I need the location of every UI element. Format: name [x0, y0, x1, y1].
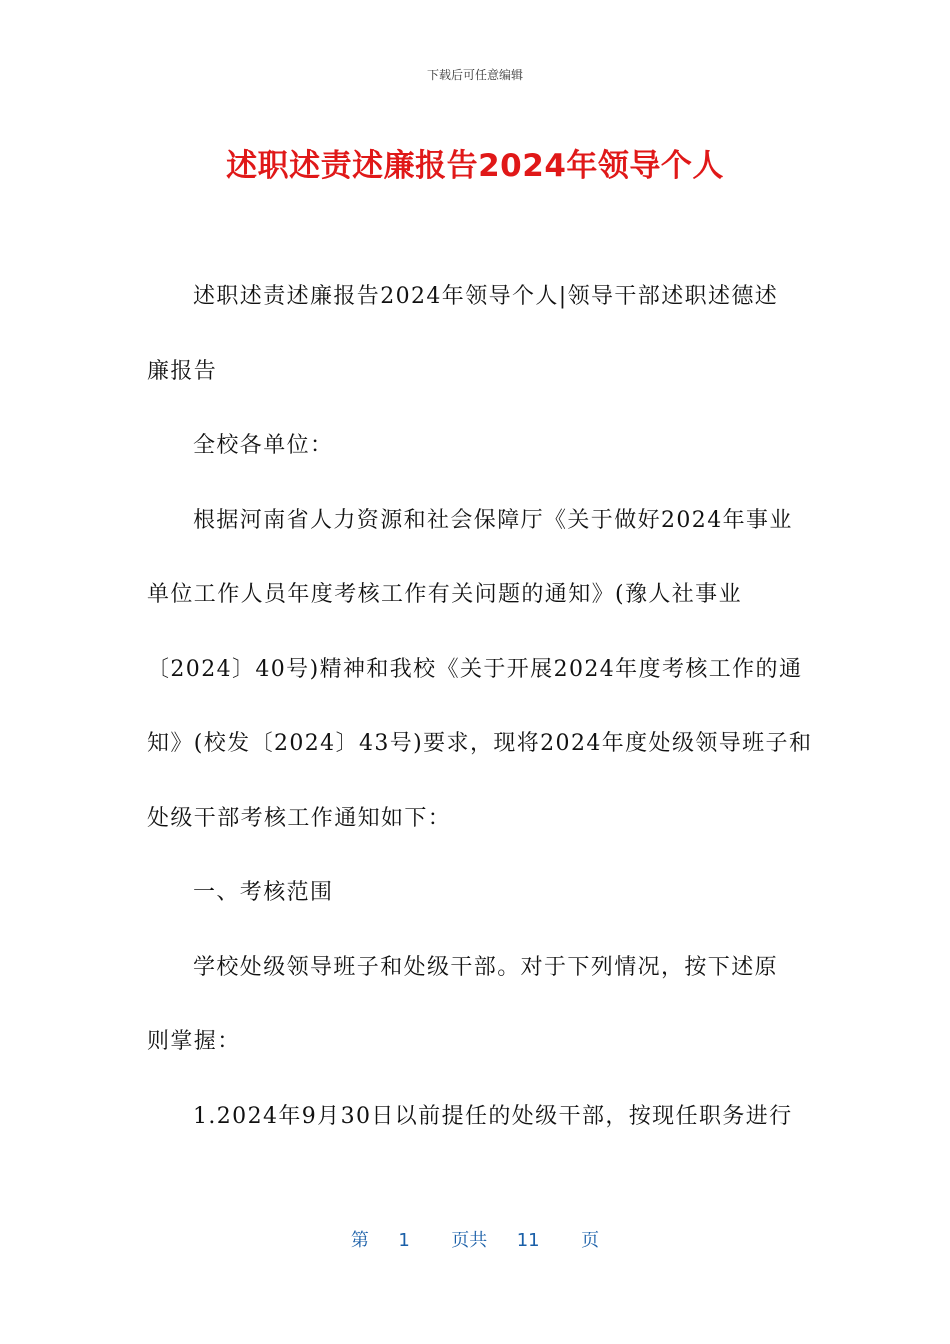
paragraph-line: 〔2024〕40号)精神和我校《关于开展2024年度考核工作的通: [147, 656, 803, 682]
footer-page-number: 1: [398, 1230, 410, 1251]
document-body: [147, 260, 813, 1154]
paragraph-line: 知》(校发〔2024〕43号)要求，现将2024年度处级领导班子和: [147, 731, 813, 756]
header-note: 下载后可任意编辑: [426, 68, 523, 82]
section-heading: 一、考核范围: [193, 880, 334, 905]
paragraph-line: 1.2024年9月30日以前提任的处级干部，按现任职务进行: [193, 1103, 793, 1129]
paragraph-line: 处级干部考核工作通知如下：: [147, 805, 452, 831]
footer-total-pages: 11: [516, 1230, 540, 1251]
paragraph-line: 则掌握：: [147, 1029, 241, 1054]
page-footer: [0, 1226, 950, 1252]
footer-suffix: 页: [581, 1230, 600, 1251]
paragraph-line: 根据河南省人力资源和社会保障厅《关于做好2024年事业: [193, 507, 793, 533]
paragraph-line: 全校各单位：: [193, 433, 334, 458]
footer-middle: 页共: [451, 1230, 488, 1251]
paragraph-line: 单位工作人员年度考核工作有关问题的通知》(豫人社事业: [147, 582, 742, 607]
paragraph-line: 述职述责述廉报告2024年领导个人|领导干部述职述德述: [193, 284, 779, 309]
paragraph-line: 学校处级领导班子和处级干部。对于下列情况，按下述原: [193, 954, 779, 980]
paragraph-line: 廉报告: [147, 358, 218, 384]
document-title: 述职述责述廉报告2024年领导个人: [226, 148, 724, 184]
footer-prefix: 第: [350, 1230, 369, 1251]
